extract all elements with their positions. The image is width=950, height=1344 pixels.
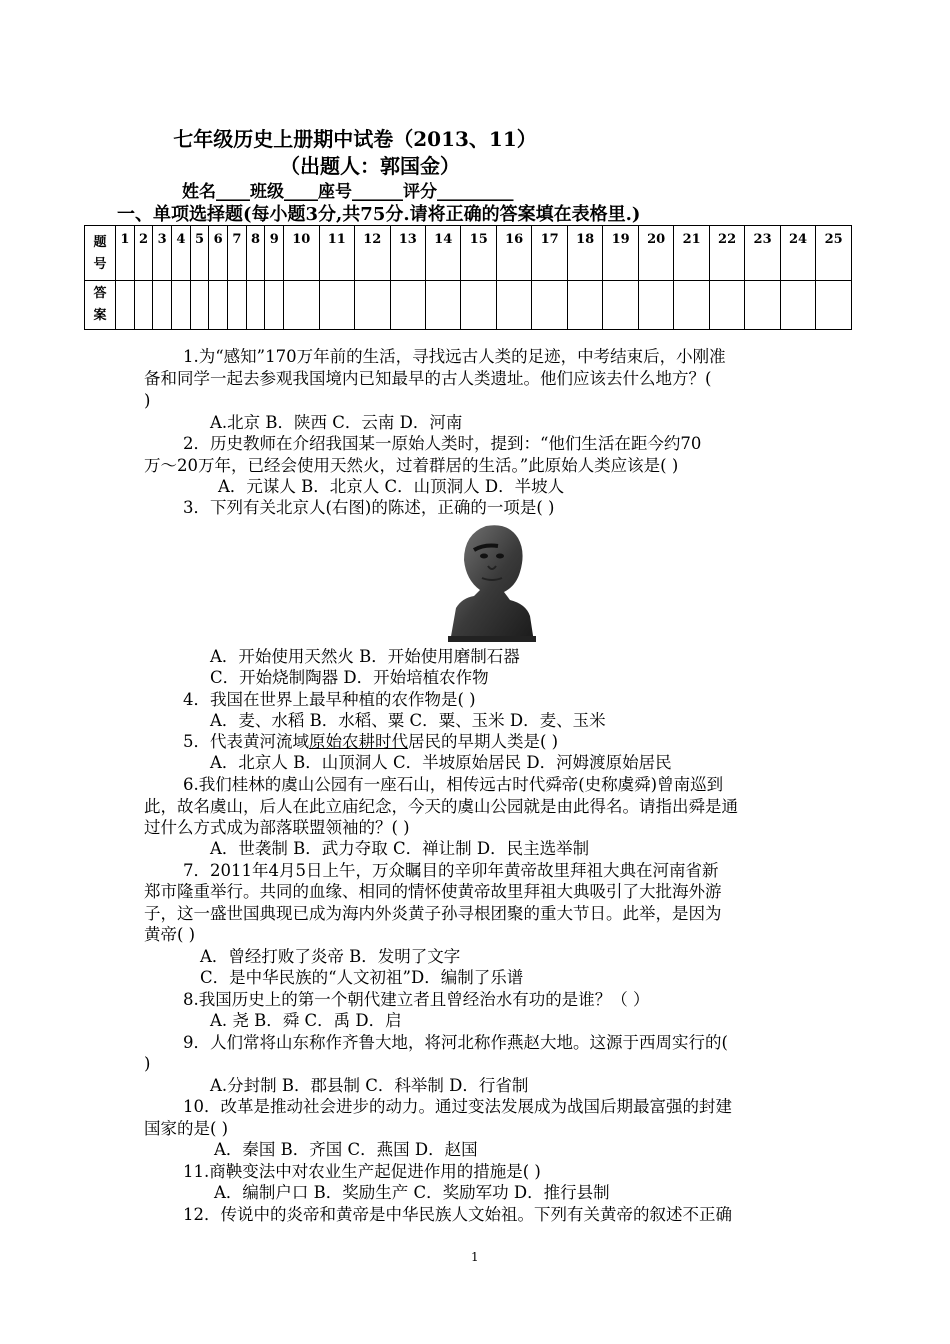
row-label-number: 题 号	[85, 226, 116, 281]
q7-line: 7．2011年4月5日上午，万众瞩目的辛卯年黄帝故里拜祖大典在河南省新	[183, 861, 719, 880]
answer-cell[interactable]	[461, 281, 496, 330]
table-cell: 21	[674, 226, 709, 281]
table-cell: 11	[319, 226, 354, 281]
answer-cell[interactable]	[496, 281, 531, 330]
exam-author: （出题人：郭国金）	[280, 154, 460, 178]
q3-options: C．开始烧制陶器 D．开始培植农作物	[210, 668, 489, 687]
answer-cell[interactable]	[674, 281, 709, 330]
q8-line: 8.我国历史上的第一个朝代建立者且曾经治水有功的是谁？（ ）	[183, 990, 650, 1009]
q8-options: A. 尧 B．舜 C．禹 D．启	[210, 1011, 402, 1030]
q5-line: 5．代表黄河流域原始农耕时代居民的早期人类是( )	[183, 732, 559, 751]
answer-cell[interactable]	[780, 281, 815, 330]
table-cell: 16	[496, 226, 531, 281]
answer-cell[interactable]	[246, 281, 265, 330]
q9-options: A.分封制 B．郡县制 C．科举制 D．行省制	[210, 1076, 529, 1095]
q1-line: 1.为“感知”170万年前的生活，寻找远古人类的足迹，中考结束后，小刚准	[183, 347, 726, 366]
table-cell: 2	[134, 226, 153, 281]
q2-line: 万～20万年，已经会使用天然火，过着群居的生活。”此原始人类应该是( )	[144, 456, 679, 475]
q11-line: 11.商鞅变法中对农业生产起促进作用的措施是( )	[183, 1162, 541, 1181]
answer-cell[interactable]	[228, 281, 247, 330]
table-cell: 15	[461, 226, 496, 281]
table-cell: 25	[816, 226, 852, 281]
table-cell: 13	[390, 226, 425, 281]
answer-cell[interactable]	[425, 281, 460, 330]
table-cell: 6	[209, 226, 228, 281]
q10-line: 国家的是( )	[144, 1119, 229, 1138]
q1-options: A.北京 B．陕西 C．云南 D．河南	[210, 413, 463, 432]
table-cell: 23	[745, 226, 780, 281]
table-cell: 18	[567, 226, 602, 281]
answer-cell[interactable]	[190, 281, 209, 330]
table-cell: 19	[603, 226, 638, 281]
answer-cell[interactable]	[603, 281, 638, 330]
answer-cell[interactable]	[209, 281, 228, 330]
q4-options: A．麦、水稻 B．水稻、粟 C．粟、玉米 D．麦、玉米	[210, 711, 606, 730]
q2-options: A．元谋人 B．北京人 C．山顶洞人 D．半坡人	[218, 477, 565, 496]
q7-options: A．曾经打败了炎帝 B．发明了文字	[200, 947, 461, 966]
peking-man-bust-image	[440, 520, 540, 642]
q6-line: 此，故名虞山，后人在此立庙纪念，今天的虞山公园就是由此得名。请指出舜是通	[144, 797, 738, 816]
answer-cell[interactable]	[567, 281, 602, 330]
table-cell: 4	[172, 226, 191, 281]
table-cell: 10	[284, 226, 319, 281]
answer-cell[interactable]	[134, 281, 153, 330]
q10-options: A．秦国 B．齐国 C．燕国 D．赵国	[214, 1140, 478, 1159]
table-cell: 8	[246, 226, 265, 281]
q7-line: 黄帝( )	[144, 925, 196, 944]
answer-cell[interactable]	[265, 281, 284, 330]
q9-line: )	[144, 1054, 151, 1073]
q4-line: 4．我国在世界上最早种植的农作物是( )	[183, 690, 476, 709]
answer-cell[interactable]	[116, 281, 135, 330]
exam-title: 七年级历史上册期中试卷（2013、11）	[173, 127, 537, 151]
q6-line: 6.我们桂林的虞山公园有一座石山，相传远古时代舜帝(史称虞舜)曾南巡到	[183, 775, 724, 794]
answer-cell[interactable]	[284, 281, 319, 330]
answer-cell[interactable]	[709, 281, 744, 330]
answer-row	[85, 281, 852, 330]
answer-cell[interactable]	[172, 281, 191, 330]
table-cell: 20	[638, 226, 673, 281]
q3-options: A．开始使用天然火 B．开始使用磨制石器	[210, 647, 520, 666]
table-cell: 9	[265, 226, 284, 281]
number-row	[85, 226, 852, 281]
table-cell: 17	[532, 226, 567, 281]
answer-cell[interactable]	[319, 281, 354, 330]
q1-line: )	[144, 391, 151, 410]
page-number: 1	[471, 1250, 479, 1264]
q12-line: 12．传说中的炎帝和黄帝是中华民族人文始祖。下列有关黄帝的叙述不正确	[183, 1205, 732, 1224]
q10-line: 10．改革是推动社会进步的动力。通过变法发展成为战国后期最富强的封建	[183, 1097, 732, 1116]
table-cell: 14	[425, 226, 460, 281]
row-label-answer: 答 案	[85, 281, 116, 330]
q11-options: A．编制户口 B．奖励生产 C．奖励军功 D．推行县制	[214, 1183, 610, 1202]
answer-cell[interactable]	[745, 281, 780, 330]
table-cell: 12	[355, 226, 390, 281]
table-cell: 1	[116, 226, 135, 281]
answer-cell[interactable]	[153, 281, 172, 330]
answer-cell[interactable]	[638, 281, 673, 330]
q6-options: A．世袭制 B．武力夺取 C．禅让制 D．民主选举制	[210, 839, 590, 858]
q7-line: 子，这一盛世国典现已成为海内外炎黄子孙寻根团聚的重大节日。此举，是因为	[144, 904, 722, 923]
q2-line: 2．历史教师在介绍我国某一原始人类时，提到：“他们生活在距今约70	[183, 434, 702, 453]
q9-line: 9．人们常将山东称作齐鲁大地，将河北称作燕赵大地。这源于西周实行的(	[183, 1033, 728, 1052]
answer-cell[interactable]	[532, 281, 567, 330]
table-cell: 22	[709, 226, 744, 281]
table-cell: 24	[780, 226, 815, 281]
q5-options: A．北京人 B．山顶洞人 C．半坡原始居民 D．河姆渡原始居民	[210, 753, 672, 772]
table-cell: 3	[153, 226, 172, 281]
q6-line: 过什么方式成为部落联盟领袖的？( )	[144, 818, 410, 837]
student-info-line: 姓名____班级____座号______评分_________	[182, 182, 514, 202]
q1-line: 备和同学一起去参观我国境内已知最早的古人类遗址。他们应该去什么地方？(	[144, 369, 712, 388]
answer-cell[interactable]	[816, 281, 852, 330]
answer-table	[84, 225, 852, 330]
answer-cell[interactable]	[390, 281, 425, 330]
q7-options: C．是中华民族的“人文初祖”D．编制了乐谱	[200, 968, 524, 987]
table-cell: 5	[190, 226, 209, 281]
q7-line: 郑市隆重举行。共同的血缘、相同的情怀使黄帝故里拜祖大典吸引了大批海外游	[144, 882, 722, 901]
table-cell: 7	[228, 226, 247, 281]
q3-line: 3．下列有关北京人(右图)的陈述，正确的一项是( )	[183, 498, 555, 517]
section-heading: 一、单项选择题(每小题3分,共75分.请将正确的答案填在表格里.)	[117, 204, 641, 225]
answer-cell[interactable]	[355, 281, 390, 330]
